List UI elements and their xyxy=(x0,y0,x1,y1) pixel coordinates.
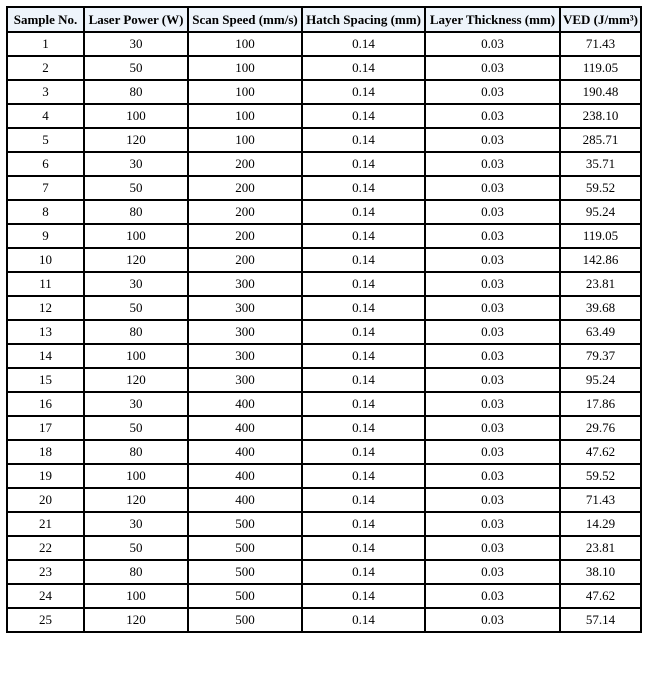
cell-scan-speed: 200 xyxy=(188,176,302,200)
cell-laser-power: 100 xyxy=(84,224,188,248)
cell-layer-thickness: 0.03 xyxy=(425,464,560,488)
table-header xyxy=(7,7,641,32)
cell-sample-no: 25 xyxy=(7,608,84,632)
cell-ved: 119.05 xyxy=(560,56,641,80)
cell-sample-no: 5 xyxy=(7,128,84,152)
cell-hatch-spacing: 0.14 xyxy=(302,320,425,344)
cell-scan-speed: 400 xyxy=(188,416,302,440)
cell-scan-speed: 100 xyxy=(188,56,302,80)
table-row xyxy=(7,320,641,344)
cell-ved: 35.71 xyxy=(560,152,641,176)
cell-layer-thickness: 0.03 xyxy=(425,296,560,320)
cell-ved: 47.62 xyxy=(560,440,641,464)
header-layer-thickness: Layer Thickness (mm) xyxy=(425,7,560,32)
cell-hatch-spacing: 0.14 xyxy=(302,200,425,224)
cell-hatch-spacing: 0.14 xyxy=(302,440,425,464)
cell-sample-no: 16 xyxy=(7,392,84,416)
cell-sample-no: 23 xyxy=(7,560,84,584)
cell-hatch-spacing: 0.14 xyxy=(302,224,425,248)
cell-hatch-spacing: 0.14 xyxy=(302,392,425,416)
cell-sample-no: 8 xyxy=(7,200,84,224)
table-row xyxy=(7,584,641,608)
cell-hatch-spacing: 0.14 xyxy=(302,104,425,128)
cell-sample-no: 11 xyxy=(7,272,84,296)
table-row xyxy=(7,152,641,176)
cell-layer-thickness: 0.03 xyxy=(425,488,560,512)
table-row xyxy=(7,488,641,512)
cell-laser-power: 50 xyxy=(84,296,188,320)
cell-hatch-spacing: 0.14 xyxy=(302,560,425,584)
cell-sample-no: 3 xyxy=(7,80,84,104)
cell-layer-thickness: 0.03 xyxy=(425,416,560,440)
cell-layer-thickness: 0.03 xyxy=(425,440,560,464)
table-row xyxy=(7,176,641,200)
cell-scan-speed: 500 xyxy=(188,584,302,608)
cell-sample-no: 13 xyxy=(7,320,84,344)
table-row xyxy=(7,392,641,416)
cell-layer-thickness: 0.03 xyxy=(425,56,560,80)
cell-sample-no: 22 xyxy=(7,536,84,560)
cell-ved: 39.68 xyxy=(560,296,641,320)
header-ved: VED (J/mm³) xyxy=(560,7,641,32)
cell-laser-power: 50 xyxy=(84,416,188,440)
cell-layer-thickness: 0.03 xyxy=(425,512,560,536)
cell-sample-no: 20 xyxy=(7,488,84,512)
cell-laser-power: 120 xyxy=(84,248,188,272)
cell-ved: 238.10 xyxy=(560,104,641,128)
cell-laser-power: 30 xyxy=(84,392,188,416)
cell-hatch-spacing: 0.14 xyxy=(302,512,425,536)
cell-ved: 190.48 xyxy=(560,80,641,104)
table-row xyxy=(7,128,641,152)
cell-ved: 57.14 xyxy=(560,608,641,632)
cell-scan-speed: 300 xyxy=(188,320,302,344)
cell-scan-speed: 100 xyxy=(188,104,302,128)
cell-hatch-spacing: 0.14 xyxy=(302,488,425,512)
cell-hatch-spacing: 0.14 xyxy=(302,248,425,272)
cell-laser-power: 80 xyxy=(84,200,188,224)
cell-layer-thickness: 0.03 xyxy=(425,176,560,200)
header-laser-power: Laser Power (W) xyxy=(84,7,188,32)
table-row xyxy=(7,560,641,584)
cell-scan-speed: 400 xyxy=(188,488,302,512)
table-row xyxy=(7,56,641,80)
table-row xyxy=(7,248,641,272)
cell-scan-speed: 300 xyxy=(188,344,302,368)
cell-hatch-spacing: 0.14 xyxy=(302,416,425,440)
cell-ved: 79.37 xyxy=(560,344,641,368)
cell-sample-no: 10 xyxy=(7,248,84,272)
header-hatch-spacing: Hatch Spacing (mm) xyxy=(302,7,425,32)
cell-laser-power: 30 xyxy=(84,512,188,536)
header-sample-no: Sample No. xyxy=(7,7,84,32)
cell-layer-thickness: 0.03 xyxy=(425,320,560,344)
cell-scan-speed: 200 xyxy=(188,200,302,224)
cell-hatch-spacing: 0.14 xyxy=(302,56,425,80)
table-row xyxy=(7,272,641,296)
cell-hatch-spacing: 0.14 xyxy=(302,176,425,200)
cell-ved: 71.43 xyxy=(560,488,641,512)
cell-sample-no: 18 xyxy=(7,440,84,464)
cell-scan-speed: 400 xyxy=(188,440,302,464)
cell-sample-no: 15 xyxy=(7,368,84,392)
cell-hatch-spacing: 0.14 xyxy=(302,464,425,488)
cell-scan-speed: 400 xyxy=(188,464,302,488)
cell-sample-no: 19 xyxy=(7,464,84,488)
cell-hatch-spacing: 0.14 xyxy=(302,608,425,632)
cell-sample-no: 9 xyxy=(7,224,84,248)
table-row xyxy=(7,80,641,104)
header-row xyxy=(7,7,641,32)
cell-scan-speed: 200 xyxy=(188,152,302,176)
cell-ved: 59.52 xyxy=(560,176,641,200)
cell-scan-speed: 400 xyxy=(188,392,302,416)
cell-sample-no: 12 xyxy=(7,296,84,320)
cell-layer-thickness: 0.03 xyxy=(425,200,560,224)
table-row xyxy=(7,512,641,536)
cell-layer-thickness: 0.03 xyxy=(425,536,560,560)
cell-scan-speed: 500 xyxy=(188,536,302,560)
cell-scan-speed: 300 xyxy=(188,296,302,320)
cell-layer-thickness: 0.03 xyxy=(425,248,560,272)
table-row xyxy=(7,200,641,224)
cell-layer-thickness: 0.03 xyxy=(425,560,560,584)
cell-laser-power: 100 xyxy=(84,464,188,488)
cell-scan-speed: 100 xyxy=(188,128,302,152)
cell-laser-power: 50 xyxy=(84,176,188,200)
table-row xyxy=(7,224,641,248)
cell-laser-power: 50 xyxy=(84,56,188,80)
cell-laser-power: 30 xyxy=(84,152,188,176)
header-scan-speed: Scan Speed (mm/s) xyxy=(188,7,302,32)
cell-sample-no: 14 xyxy=(7,344,84,368)
cell-layer-thickness: 0.03 xyxy=(425,80,560,104)
cell-laser-power: 80 xyxy=(84,560,188,584)
parameters-table xyxy=(6,6,642,633)
cell-layer-thickness: 0.03 xyxy=(425,584,560,608)
cell-ved: 23.81 xyxy=(560,536,641,560)
cell-hatch-spacing: 0.14 xyxy=(302,152,425,176)
cell-scan-speed: 200 xyxy=(188,248,302,272)
table-row xyxy=(7,440,641,464)
cell-hatch-spacing: 0.14 xyxy=(302,536,425,560)
cell-hatch-spacing: 0.14 xyxy=(302,32,425,56)
cell-layer-thickness: 0.03 xyxy=(425,392,560,416)
table-row xyxy=(7,368,641,392)
cell-ved: 95.24 xyxy=(560,368,641,392)
cell-laser-power: 30 xyxy=(84,272,188,296)
cell-laser-power: 100 xyxy=(84,104,188,128)
cell-sample-no: 6 xyxy=(7,152,84,176)
table-row xyxy=(7,32,641,56)
table-row xyxy=(7,464,641,488)
cell-layer-thickness: 0.03 xyxy=(425,104,560,128)
cell-laser-power: 100 xyxy=(84,584,188,608)
table-row xyxy=(7,608,641,632)
cell-ved: 142.86 xyxy=(560,248,641,272)
cell-laser-power: 120 xyxy=(84,368,188,392)
cell-ved: 285.71 xyxy=(560,128,641,152)
cell-ved: 29.76 xyxy=(560,416,641,440)
cell-ved: 47.62 xyxy=(560,584,641,608)
cell-layer-thickness: 0.03 xyxy=(425,224,560,248)
cell-sample-no: 2 xyxy=(7,56,84,80)
cell-sample-no: 7 xyxy=(7,176,84,200)
cell-hatch-spacing: 0.14 xyxy=(302,584,425,608)
cell-ved: 63.49 xyxy=(560,320,641,344)
cell-layer-thickness: 0.03 xyxy=(425,128,560,152)
cell-ved: 38.10 xyxy=(560,560,641,584)
cell-hatch-spacing: 0.14 xyxy=(302,128,425,152)
cell-sample-no: 4 xyxy=(7,104,84,128)
cell-layer-thickness: 0.03 xyxy=(425,272,560,296)
cell-layer-thickness: 0.03 xyxy=(425,344,560,368)
cell-sample-no: 17 xyxy=(7,416,84,440)
cell-sample-no: 24 xyxy=(7,584,84,608)
cell-laser-power: 80 xyxy=(84,440,188,464)
cell-laser-power: 80 xyxy=(84,80,188,104)
table-body xyxy=(7,32,641,632)
cell-ved: 59.52 xyxy=(560,464,641,488)
table-row xyxy=(7,536,641,560)
cell-hatch-spacing: 0.14 xyxy=(302,296,425,320)
cell-scan-speed: 500 xyxy=(188,608,302,632)
cell-scan-speed: 200 xyxy=(188,224,302,248)
cell-hatch-spacing: 0.14 xyxy=(302,368,425,392)
cell-hatch-spacing: 0.14 xyxy=(302,272,425,296)
cell-scan-speed: 100 xyxy=(188,32,302,56)
cell-ved: 23.81 xyxy=(560,272,641,296)
table-row xyxy=(7,104,641,128)
cell-laser-power: 50 xyxy=(84,536,188,560)
cell-ved: 71.43 xyxy=(560,32,641,56)
cell-scan-speed: 300 xyxy=(188,272,302,296)
cell-hatch-spacing: 0.14 xyxy=(302,344,425,368)
cell-laser-power: 120 xyxy=(84,488,188,512)
cell-scan-speed: 300 xyxy=(188,368,302,392)
cell-scan-speed: 100 xyxy=(188,80,302,104)
cell-laser-power: 80 xyxy=(84,320,188,344)
table-row xyxy=(7,344,641,368)
cell-laser-power: 30 xyxy=(84,32,188,56)
cell-ved: 14.29 xyxy=(560,512,641,536)
cell-laser-power: 120 xyxy=(84,128,188,152)
cell-layer-thickness: 0.03 xyxy=(425,32,560,56)
cell-ved: 119.05 xyxy=(560,224,641,248)
cell-hatch-spacing: 0.14 xyxy=(302,80,425,104)
table-row xyxy=(7,296,641,320)
table-container xyxy=(6,6,642,633)
cell-scan-speed: 500 xyxy=(188,512,302,536)
cell-sample-no: 1 xyxy=(7,32,84,56)
cell-layer-thickness: 0.03 xyxy=(425,608,560,632)
table-row xyxy=(7,416,641,440)
cell-ved: 17.86 xyxy=(560,392,641,416)
cell-scan-speed: 500 xyxy=(188,560,302,584)
cell-ved: 95.24 xyxy=(560,200,641,224)
cell-laser-power: 100 xyxy=(84,344,188,368)
cell-layer-thickness: 0.03 xyxy=(425,368,560,392)
cell-layer-thickness: 0.03 xyxy=(425,152,560,176)
cell-laser-power: 120 xyxy=(84,608,188,632)
cell-sample-no: 21 xyxy=(7,512,84,536)
